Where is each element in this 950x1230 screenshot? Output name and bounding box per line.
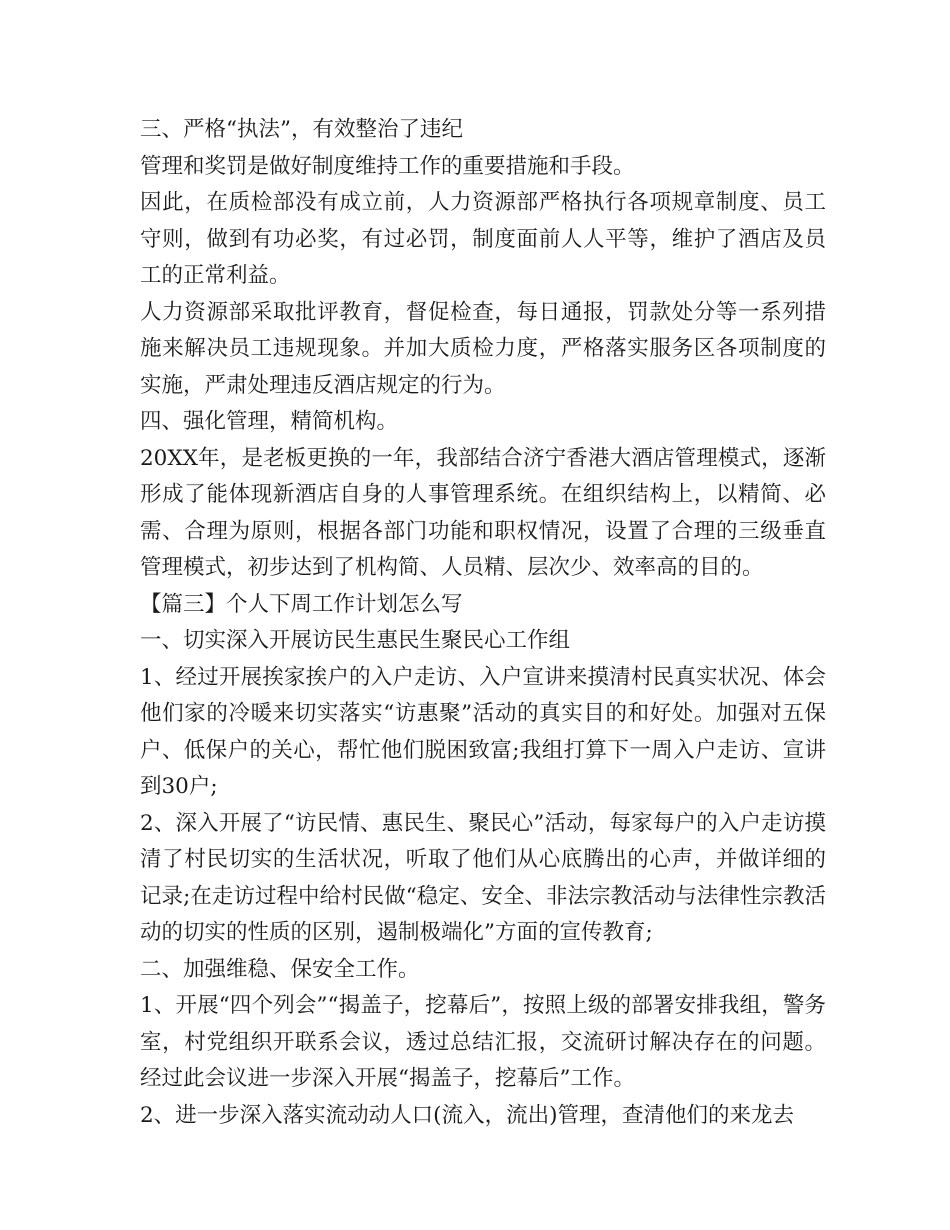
paragraph-hr-system: 20XX年，是老板更换的一年，我部结合济宁香港大酒店管理模式，逐渐形成了能体现新酒店自身的人事管理系统。在组织结构上，以精简、必需、合理为原则，根据各部门功能和职权情况，设置了合理的三级垂直管理模式，初步达到了机构简、人员精、层次少、效率高的目的。 — [140, 445, 826, 580]
document-body — [140, 112, 826, 1134]
paragraph-plan-item-2: 2、深入开展了“访民情、惠民生、聚民心”活动，每家每户的入户走访摸清了村民切实的生活状况，听取了他们从心底腾出的心声，并做详细的记录;在走访过程中给村民做“稳定、安全、非法宗教活动与法律性宗教活动的切实的性质的区别，遏制极端化”方面的宣传教育; — [140, 810, 826, 945]
paragraph-security-item-2: 2、进一步深入落实流动动人口(流入，流出)管理，查清他们的来龙去 — [140, 1102, 794, 1128]
paragraph-part-three-title: 【篇三】个人下周工作计划怎么写 — [140, 591, 463, 617]
paragraph-hr-measures: 人力资源部采取批评教育，督促检查，每日通报，罚款处分等一系列措施来解决员工违规现象。并加大质检力度，严格落实服务区各项制度的实施，严肃处理违反酒店规定的行为。 — [140, 299, 826, 398]
paragraph-plan-section-one: 一、切实深入开展访民生惠民生聚民心工作组 — [140, 628, 571, 653]
paragraph-section-three-heading: 三、严格“执法”，有效整治了违纪 — [140, 117, 463, 142]
paragraph-plan-section-two: 二、加强维稳、保安全工作。 — [140, 956, 420, 982]
paragraph-section-four-heading: 四、强化管理，精简机构。 — [140, 409, 399, 434]
paragraph-management-rewards: 管理和奖罚是做好制度维持工作的重要措施和手段。 — [140, 153, 635, 179]
paragraph-security-item-1: 1、开展“四个列会”“揭盖子，挖幕后”，按照上级的部署安排我组，警务室，村党组织开联系会议，透过总结汇报，交流研讨解决存在的问题。经过此会议进一步深入开展“揭盖子，挖幕后”工作。 — [140, 993, 826, 1091]
paragraph-hr-rules: 因此，在质检部没有成立前，人力资源部严格执行各项规章制度、员工守则，做到有功必奖，有过必罚，制度面前人人平等，维护了酒店及员工的正常利益。 — [140, 190, 826, 288]
paragraph-plan-item-1: 1、经过开展挨家挨户的入户走访、入户宣讲来摸清村民真实状况、体会他们家的冷暖来切实落实“访惠聚”活动的真实目的和好处。加强对五保户、低保户的关心，帮忙他们脱困致富;我组打算下一周入户走访、宣讲到30户; — [140, 664, 826, 799]
